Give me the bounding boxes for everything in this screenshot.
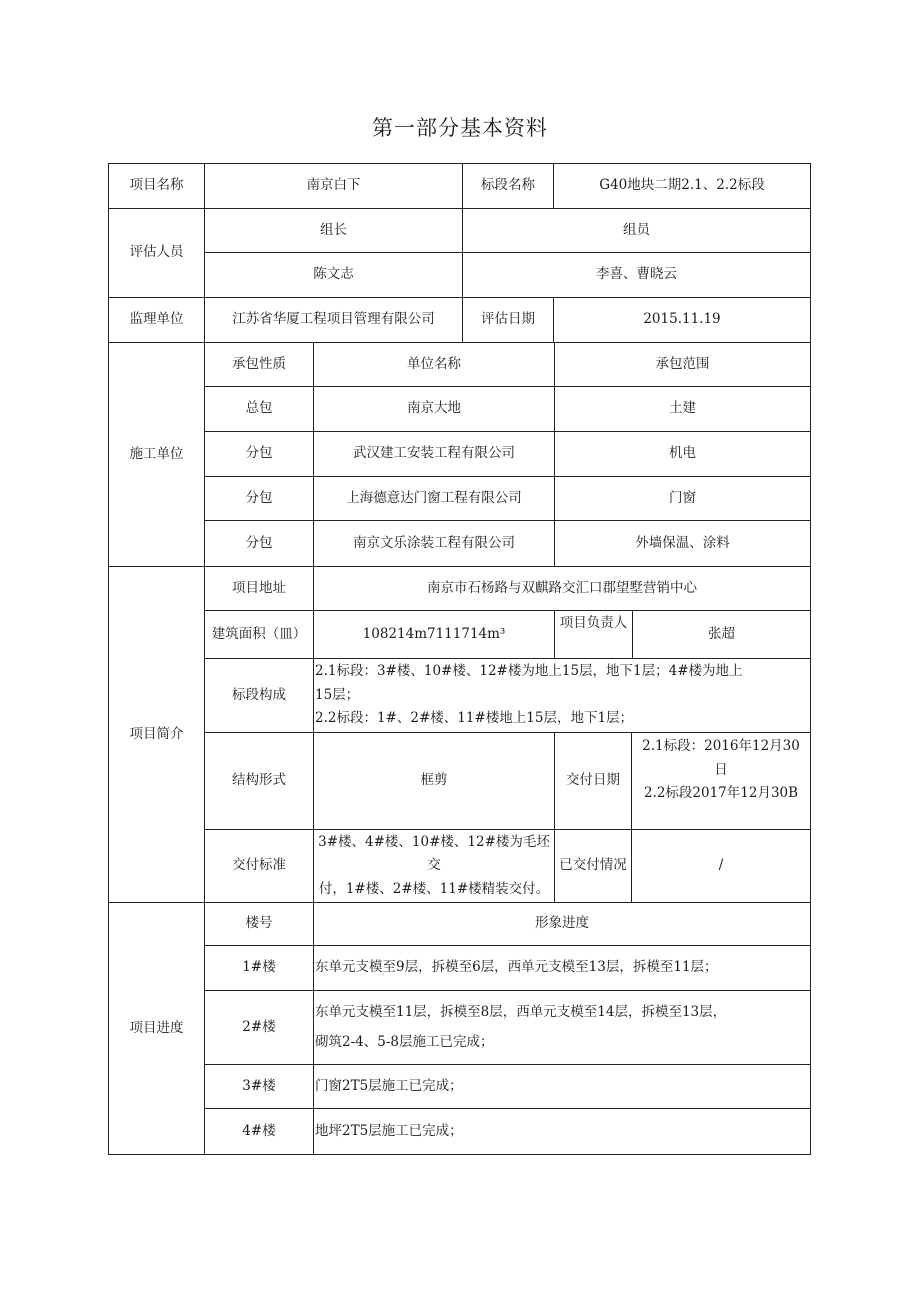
leader-label: 组长	[320, 221, 347, 238]
contractor-name: 武汉建工安装工程有限公司	[353, 445, 515, 462]
progress-building: 1#楼	[242, 959, 276, 976]
document-title: 第一部分基本资料	[372, 116, 548, 140]
leader-value: 陈文志	[313, 266, 354, 283]
delivery-date-line: 2.2标段2017年12月30B	[643, 785, 799, 802]
composition-label: 标段构成	[232, 686, 286, 703]
delivered-label: 已交付情况	[559, 857, 627, 874]
progress-detail: 地坪2T5层施工已完成；	[315, 1122, 463, 1139]
members-label: 组员	[623, 221, 650, 238]
progress-section-label: 项目进度	[129, 1019, 184, 1036]
contractor-scope: 外墙保温、涂料	[635, 534, 730, 551]
image-progress-header: 形象进度	[535, 915, 589, 932]
delivered-value: /	[718, 857, 724, 874]
delivery-standard-line: 3#楼、4#楼、10#楼、12#楼为毛坯交	[318, 833, 550, 874]
table-border-right	[810, 163, 811, 1155]
table-border-bottom	[108, 1154, 811, 1155]
contractor-section-label: 施工单位	[129, 445, 184, 462]
delivery-date-value	[632, 733, 810, 829]
delivery-standard-label: 交付标准	[232, 857, 286, 874]
building-no-header: 楼号	[245, 915, 273, 932]
delivery-date-label: 交付日期	[566, 772, 620, 789]
contractor-scope: 门窗	[669, 489, 696, 506]
progress-building: 3#楼	[242, 1077, 276, 1094]
progress-line: 东单元支模至11层，拆模至8层，西单元支模至14层，拆模至13层，	[315, 1003, 727, 1020]
composition-line: 15层；	[315, 686, 360, 703]
manager-label: 项目负责人	[559, 615, 628, 632]
contractor-scope: 机电	[669, 445, 696, 462]
contractor-type: 分包	[245, 445, 273, 462]
assessment-date-label: 评估日期	[481, 311, 535, 328]
contractor-header-name: 单位名称	[407, 355, 461, 372]
composition-line: 2.1标段：3#楼、10#楼、12#楼为地上15层，地下1层；4#楼为地上	[315, 663, 743, 680]
intro-section-label: 项目简介	[129, 725, 184, 742]
progress-line: 砌筑2-4、5-8层施工已完成；	[315, 1033, 494, 1050]
contractor-scope: 土建	[669, 400, 696, 417]
address-value: 南京市石杨路与双麒路交汇口郡望墅营销中心	[427, 579, 697, 596]
delivery-standard-line: 付，1#楼、2#楼、11#楼精装交付。	[318, 880, 550, 897]
progress-detail-text	[315, 1001, 726, 1054]
project-name-value: 南京白下	[306, 177, 361, 194]
delivery-standard-value	[314, 830, 554, 902]
contractor-header-scope: 承包范围	[655, 355, 710, 372]
progress-detail: 门窗2T5层施工已完成；	[315, 1077, 463, 1094]
assessors-label: 评估人员	[129, 244, 184, 261]
project-name-label: 项目名称	[129, 177, 184, 194]
progress-detail	[314, 991, 810, 1064]
composition-value	[314, 659, 810, 732]
structure-label: 结构形式	[232, 772, 286, 789]
contractor-type: 分包	[245, 489, 273, 506]
progress-building: 4#楼	[242, 1122, 276, 1139]
members-value: 李喜、曹晓云	[596, 266, 677, 283]
contractor-name: 上海德意达门窗工程有限公司	[346, 489, 522, 506]
assessment-date-value: 2015.11.19	[643, 311, 721, 328]
progress-building: 2#楼	[242, 1018, 276, 1035]
delivery-date-text	[642, 735, 800, 806]
delivery-standard-text	[314, 831, 554, 902]
composition-text	[315, 660, 743, 731]
supervisor-value: 江苏省华厦工程项目管理有限公司	[232, 311, 435, 328]
delivery-date-line: 2.1标段：2016年12月30	[642, 738, 800, 754]
supervisor-label: 监理单位	[129, 311, 184, 328]
area-label: 建筑面积（皿）	[211, 625, 307, 642]
area-value: 108214m7111714m³	[362, 625, 506, 642]
composition-line: 2.2标段：1#、2#楼、11#楼地上15层，地下1层；	[315, 710, 634, 727]
delivery-date-line: 日	[714, 761, 728, 778]
contractor-header-type: 承包性质	[232, 355, 286, 372]
contractor-type: 分包	[245, 534, 273, 551]
section-name-label: 标段名称	[481, 177, 535, 194]
contractor-name: 南京大地	[407, 400, 461, 417]
address-label: 项目地址	[232, 579, 286, 596]
progress-detail: 东单元支模至9层，拆模至6层，西单元支模至13层，拆模至11层；	[315, 959, 718, 976]
contractor-type: 总包	[245, 400, 273, 417]
section-name-value: G40地块二期2.1、2.2标段	[599, 177, 765, 194]
contractor-name: 南京文乐涂装工程有限公司	[353, 534, 515, 551]
structure-value: 框剪	[420, 772, 448, 789]
manager-value: 张超	[708, 625, 735, 642]
